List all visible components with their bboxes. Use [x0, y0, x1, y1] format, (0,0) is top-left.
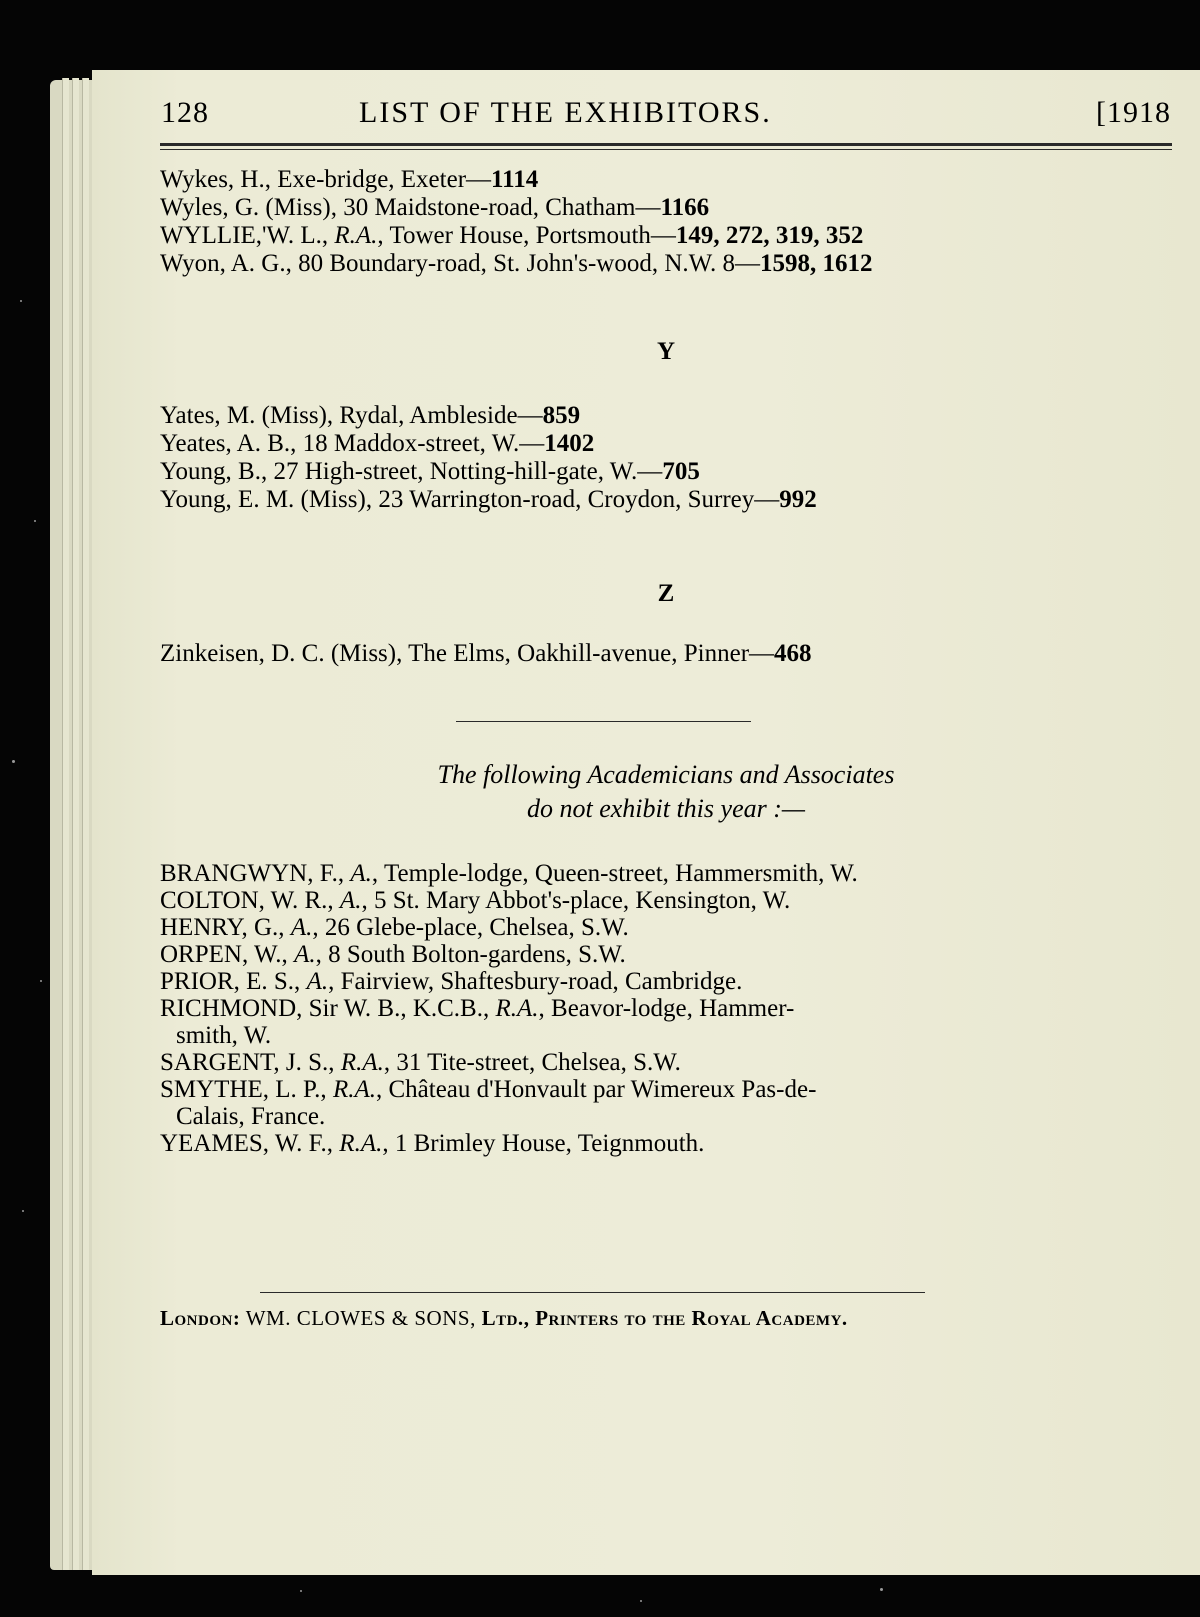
section-letter-z: Z	[657, 580, 675, 607]
list-item-continuation: smith, W.	[176, 1022, 272, 1049]
list-item-continuation: Calais, France.	[176, 1103, 326, 1130]
list-item: BRANGWYN, F., A., Temple-lodge, Queen-street, Hammersmith, W.	[160, 860, 858, 887]
academicians-notice	[160, 758, 1172, 826]
page-number: 128	[161, 96, 209, 129]
list-item: WYLLIE,'W. L., R.A., Tower House, Portsmouth—149, 272, 319, 352	[160, 222, 864, 249]
header-rule	[160, 143, 1172, 146]
list-item: Wykes, H., Exe-bridge, Exeter—1114	[160, 166, 539, 193]
w-entries	[160, 166, 1180, 278]
footer-rule	[260, 1292, 925, 1293]
page-edge	[82, 78, 89, 1570]
header-rule-thin	[160, 149, 1172, 150]
y-entries	[160, 402, 1180, 514]
notice-line-2: do not exhibit this year :—	[526, 794, 805, 823]
list-item: Young, B., 27 High-street, Notting-hill-gate, W.—705	[160, 458, 700, 485]
list-item: Young, E. M. (Miss), 23 Warrington-road, Croydon, Surrey—992	[160, 486, 817, 513]
running-header	[161, 96, 1171, 136]
page-edge	[62, 78, 69, 1570]
page-title: LIST OF THE EXHIBITORS.	[359, 96, 772, 129]
list-item: Yates, M. (Miss), Rydal, Ambleside—859	[160, 402, 581, 429]
list-item: ORPEN, W., A., 8 South Bolton-gardens, S.W.	[160, 941, 626, 968]
list-item: Yeates, A. B., 18 Maddox-street, W.—1402	[160, 430, 595, 457]
printer-imprint: London: WM. CLOWES & SONS, Ltd., Printers to the Royal Academy.	[160, 1306, 848, 1330]
non-exhibitors-list	[160, 860, 1172, 1157]
list-item: PRIOR, E. S., A., Fairview, Shaftesbury-road, Cambridge.	[160, 968, 743, 995]
list-item: YEAMES, W. F., R.A., 1 Brimley House, Teignmouth.	[160, 1130, 705, 1157]
section-divider	[456, 721, 751, 722]
list-item: Zinkeisen, D. C. (Miss), The Elms, Oakhill-avenue, Pinner—468	[160, 640, 812, 667]
section-letter-y: Y	[656, 338, 676, 365]
list-item: RICHMOND, Sir W. B., K.C.B., R.A., Beavor-lodge, Hammer-	[160, 995, 795, 1022]
notice-line-1: The following Academicians and Associates	[437, 760, 895, 789]
z-entries	[160, 640, 1180, 668]
list-item: COLTON, W. R., A., 5 St. Mary Abbot's-place, Kensington, W.	[160, 887, 791, 914]
list-item: Wyon, A. G., 80 Boundary-road, St. John's-wood, N.W. 8—1598, 1612	[160, 250, 873, 277]
list-item: Wyles, G. (Miss), 30 Maidstone-road, Chatham—1166	[160, 194, 710, 221]
page-year: [1918	[1096, 96, 1171, 129]
list-item: SARGENT, J. S., R.A., 31 Tite-street, Chelsea, S.W.	[160, 1049, 681, 1076]
page-edge	[72, 78, 79, 1570]
list-item: HENRY, G., A., 26 Glebe-place, Chelsea, S.W.	[160, 914, 629, 941]
list-item: SMYTHE, L. P., R.A., Château d'Honvault par Wimereux Pas-de-	[160, 1076, 817, 1103]
